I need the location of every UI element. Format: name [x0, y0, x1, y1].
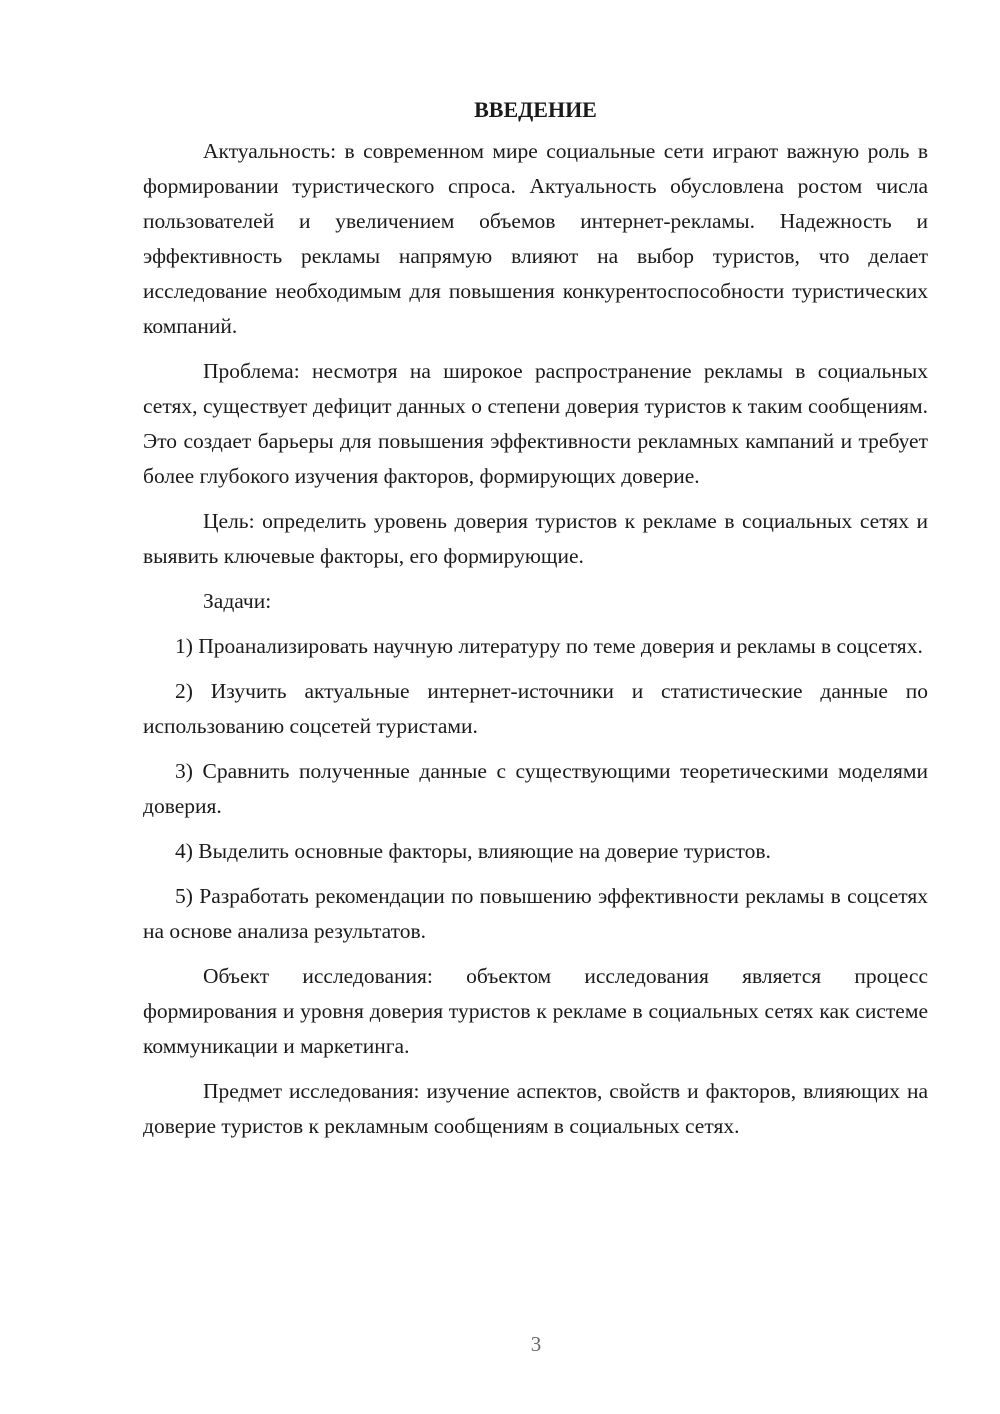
tasks-label: Задачи: — [203, 589, 272, 613]
paragraph-goal: Цель: определить уровень доверия туристов к рекламе в социальных сетях и выявить ключевые факторы, его формирующие. — [143, 509, 928, 568]
task-item-5: 5) Разработать рекомендации по повышению эффективности рекламы в соцсетях на основе анализа результатов. — [143, 884, 928, 943]
page-number: 3 — [530, 1332, 542, 1356]
task-item-3: 3) Сравнить полученные данные с существующими теоретическими моделями доверия. — [143, 759, 928, 818]
paragraph-subject: Предмет исследования: изучение аспектов, свойств и факторов, влияющих на доверие туристов к рекламным сообщениям в социальных сетях. — [143, 1079, 928, 1138]
document-heading: ВВЕДЕНИЕ — [474, 97, 597, 122]
paragraph-object: Объект исследования: объектом исследования является процесс формирования и уровня доверия туристов к рекламе в социальных сетях как системе коммуникации и маркетинга. — [143, 964, 928, 1058]
task-item-2: 2) Изучить актуальные интернет-источники и статистические данные по использованию соцсетей туристами. — [143, 679, 928, 738]
task-item-4: 4) Выделить основные факторы, влияющие на доверие туристов. — [175, 839, 771, 863]
task-item-1: 1) Проанализировать научную литературу по теме доверия и рекламы в соцсетях. — [175, 634, 923, 658]
paragraph-relevance: Актуальность: в современном мире социальные сети играют важную роль в формировании туристического спроса. Актуальность обусловлена ростом числа пользователей и увеличением объемов интернет-рекламы. Надежность и эффективность рекламы напрямую влияют на выбор туристов, что делает исследование необходимым для повышения конкурентоспособности туристических компаний. — [143, 139, 928, 338]
document-page — [143, 90, 928, 1154]
paragraph-problem: Проблема: несмотря на широкое распространение рекламы в социальных сетях, существует дефицит данных о степени доверия туристов к таким сообщениям. Это создает барьеры для повышения эффективности рекламных кампаний и требует более глубокого изучения факторов, формирующих доверие. — [143, 359, 928, 488]
